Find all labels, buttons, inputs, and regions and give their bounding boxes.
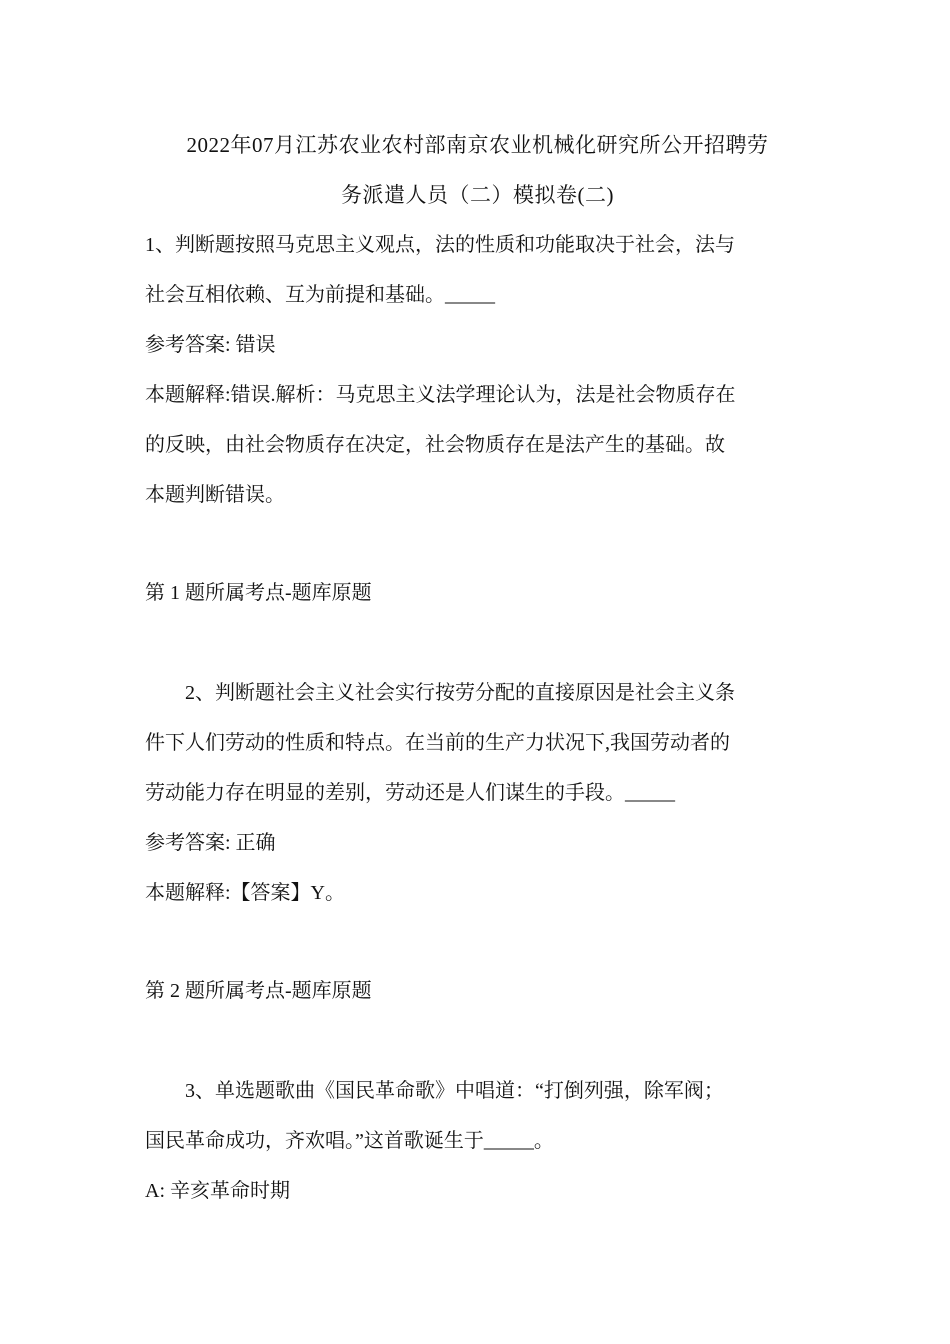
question-2-answer: 参考答案: 正确 bbox=[145, 832, 276, 854]
question-1-explanation-line-1: 本题解释:错误.解析：马克思主义法学理论认为，法是社会物质存在 bbox=[145, 384, 736, 406]
question-2-topic: 第 2 题所属考点-题库原题 bbox=[145, 980, 372, 1002]
question-3-text-line-2: 国民革命成功，齐欢唱。”这首歌诞生于_____。 bbox=[145, 1130, 554, 1152]
spacer bbox=[145, 618, 810, 668]
spacer bbox=[145, 918, 810, 966]
question-3 bbox=[145, 1066, 810, 1216]
question-1-answer: 参考答案: 错误 bbox=[145, 334, 276, 356]
spacer bbox=[145, 1016, 810, 1066]
question-1-text-line-1: 1、判断题按照马克思主义观点，法的性质和功能取决于社会，法与 bbox=[145, 234, 735, 256]
question-2-text-line-1: 2、判断题社会主义社会实行按劳分配的直接原因是社会主义条 bbox=[185, 682, 735, 704]
question-2-explanation: 本题解释:【答案】Y。 bbox=[145, 882, 345, 904]
document-page bbox=[145, 120, 810, 1216]
question-3-text-line-1: 3、单选题歌曲《国民革命歌》中唱道：“打倒列强，除军阀； bbox=[185, 1080, 724, 1102]
question-1 bbox=[145, 220, 810, 668]
question-3-option-a: A: 辛亥革命时期 bbox=[145, 1180, 290, 1202]
document-title-line-2: 务派遣人员（二）模拟卷(二) bbox=[341, 183, 614, 207]
spacer bbox=[145, 520, 810, 568]
document-title-line-1: 2022年07月江苏农业农村部南京农业机械化研究所公开招聘劳 bbox=[186, 133, 769, 157]
question-2-text-line-3: 劳动能力存在明显的差别，劳动还是人们谋生的手段。_____ bbox=[145, 782, 675, 804]
question-1-text-line-2: 社会互相依赖、互为前提和基础。_____ bbox=[145, 284, 495, 306]
question-2-text-line-2: 件下人们劳动的性质和特点。在当前的生产力状况下,我国劳动者的 bbox=[145, 732, 730, 754]
question-1-explanation-line-3: 本题判断错误。 bbox=[145, 484, 285, 506]
question-1-topic: 第 1 题所属考点-题库原题 bbox=[145, 582, 372, 604]
question-2 bbox=[145, 668, 810, 1066]
question-1-explanation-line-2: 的反映，由社会物质存在决定，社会物质存在是法产生的基础。故 bbox=[145, 434, 725, 456]
